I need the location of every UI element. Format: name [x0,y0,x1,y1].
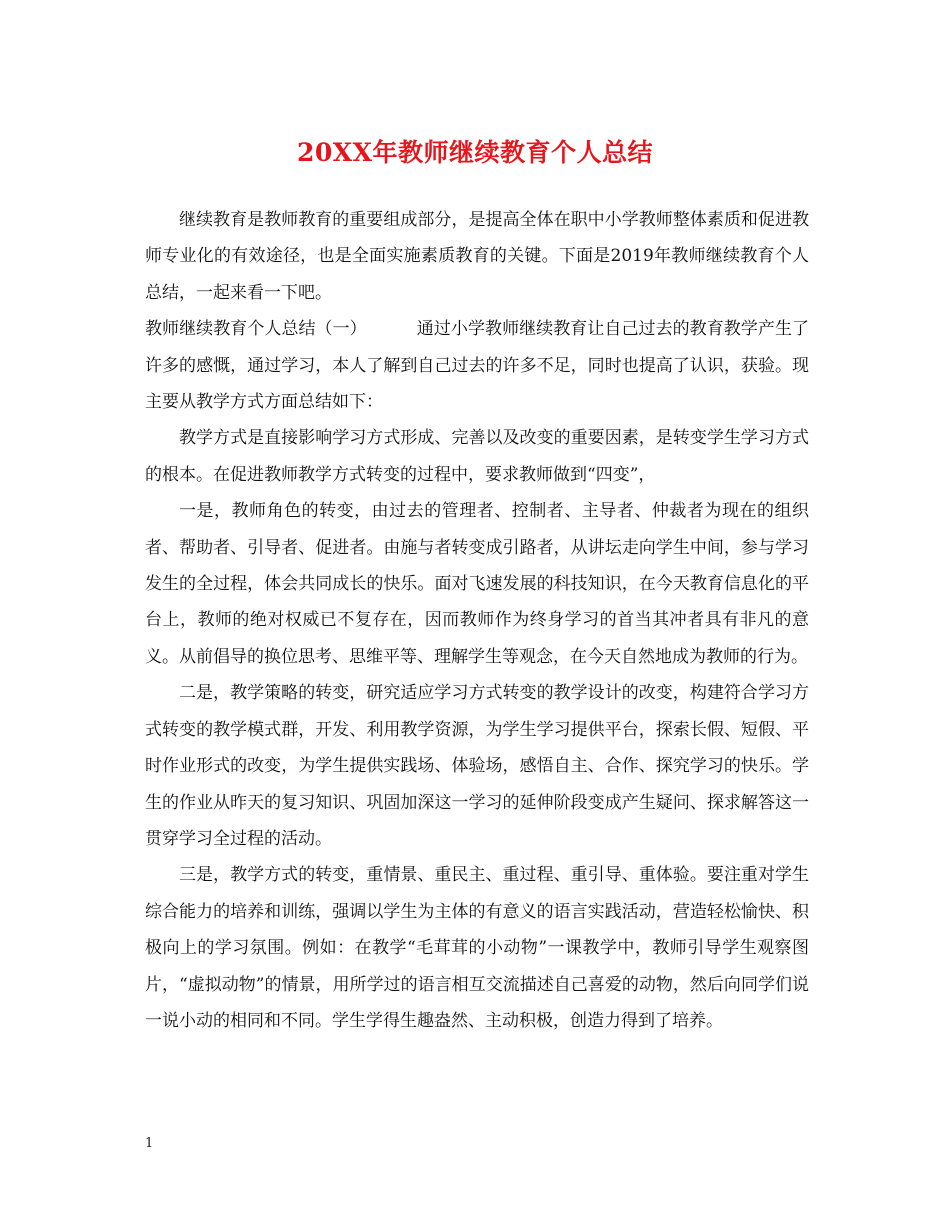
intro-paragraph: 继续教育是教师教育的重要组成部分，是提高全体在职中小学教师整体素质和促进教师专业化的有效途径，也是全面实施素质教育的关键。下面是2019年教师继续教育个人总结，一起来看一下吧。 [145,210,809,303]
paragraph-method-change: 三是，教学方式的转变，重情景、重民主、重过程、重引导、重体验。要注重对学生综合能力的培养和训练，强调以学生为主体的有意义的语言实践活动，营造轻松愉快、积极向上的学习氛围。例如：在教学“毛茸茸的小动物”一课教学中，教师引导学生观察图片，“虚拟动物”的情景，用所学过的语言相互交流描述自己喜爱的动物，然后向同学们说一说小动的相同和不同。学生学得生趣盎然、主动积极，创造力得到了培养。 [145,865,809,1031]
section-first-text: 通过小学教师继续教育让自己过去的教育教学产生了许多的感慨，通过学习，本人了解到自己过去的许多不足，同时也提高了认识，获验。现主要从教学方式方面总结如下： [145,319,810,413]
paragraph-teaching-method: 教学方式是直接影响学习方式形成、完善以及改变的重要因素，是转变学生学习方式的根本。在促进教师教学方式转变的过程中，要求教师做到“四变”， [145,428,809,485]
section-first-paragraph [145,311,809,420]
paragraph-role-change: 一是，教师角色的转变，由过去的管理者、控制者、主导者、仲裁者为现在的组织者、帮助者、引导者、促进者。由施与者转变成引路者，从讲坛走向学生中间，参与学习发生的全过程，体会共同成长的快乐。面对飞速发展的科技知识，在今天教育信息化的平台上，教师的绝对权威已不复存在，因而教师作为终身学习的首当其冲者具有非凡的意义。从前倡导的换位思考、思维平等、理解学生等观念，在今天自然地成为教师的行为。 [145,501,809,667]
page-number: 1 [145,1136,154,1151]
paragraph-strategy-change: 二是，教学策略的转变，研究适应学习方式转变的教学设计的改变，构建符合学习方式转变的教学模式群，开发、利用教学资源，为学生学习提供平台，探索长假、短假、平时作业形式的改变，为学生提供实践场、体验场，感悟自主、合作、探究学习的快乐。学生的作业从昨天的复习知识、巩固加深这一学习的延伸阶段变成产生疑问、探求解答这一贯穿学习全过程的活动。 [145,683,809,849]
section-heading: 教师继续教育个人总结（一） [145,319,367,340]
document-title: 20XX年教师继续教育个人总结 [296,138,654,167]
document-body [145,202,809,1039]
